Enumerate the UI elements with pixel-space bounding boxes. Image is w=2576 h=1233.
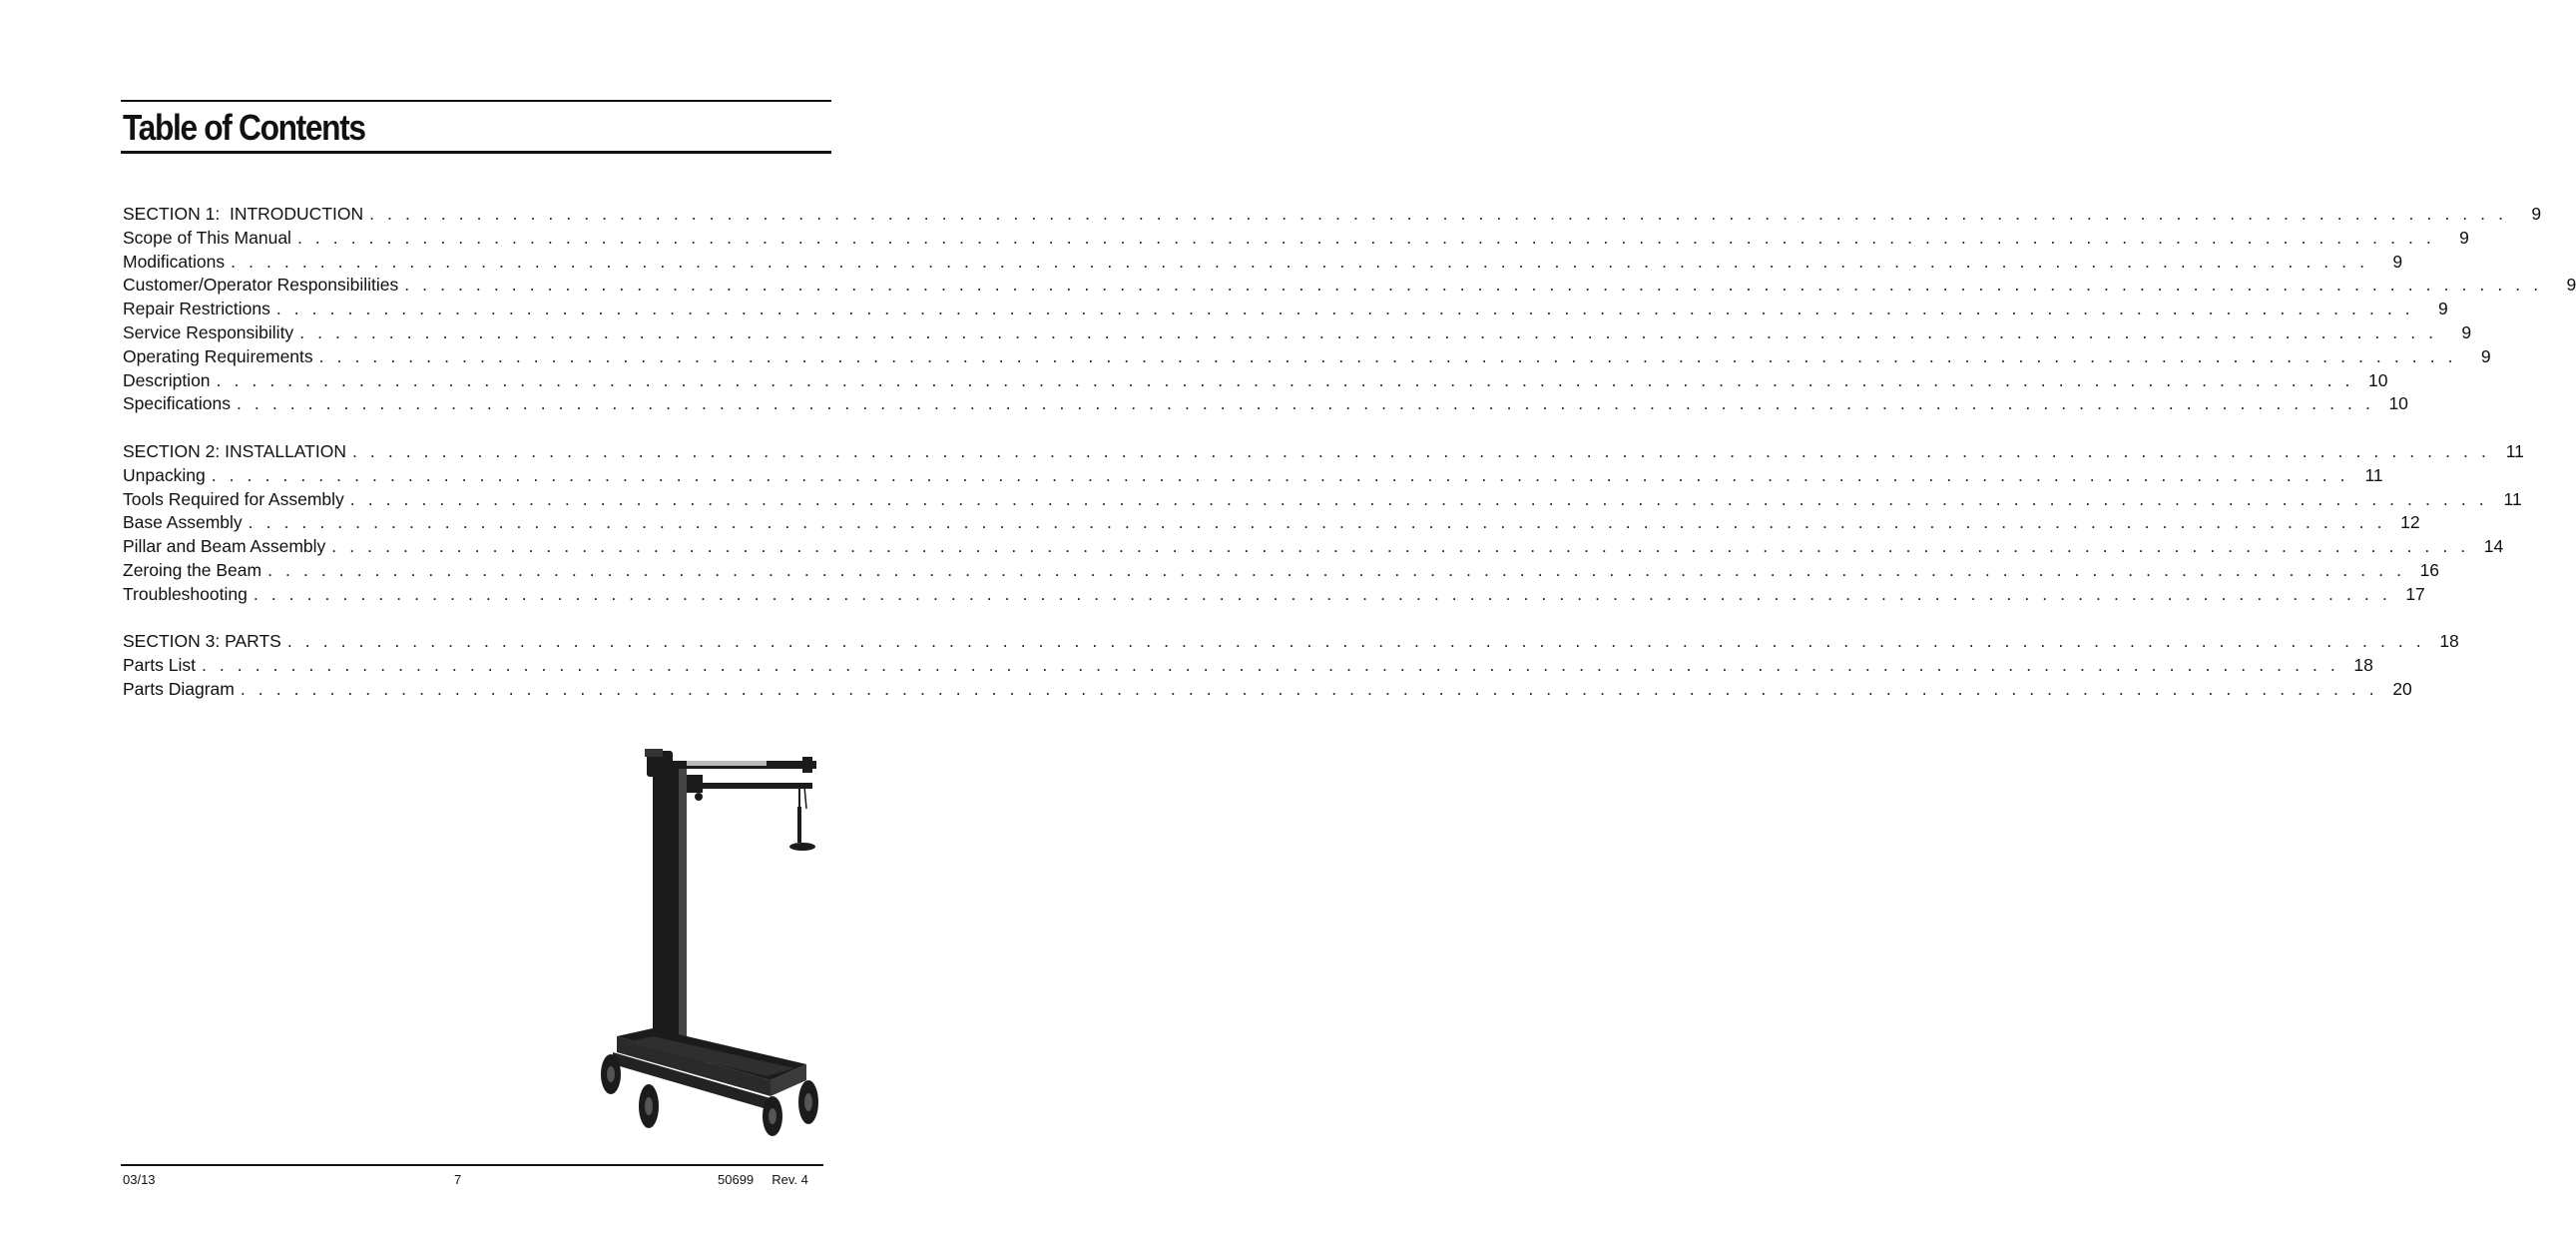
toc-entry-page: 18 (2353, 655, 2373, 676)
toc-entry (123, 511, 2420, 535)
toc-entry-label: Pillar and Beam Assembly (123, 536, 326, 557)
toc-entry-page: 18 (2439, 631, 2459, 652)
toc-entry-label: Parts List (123, 655, 196, 676)
page-title: Table of Contents (123, 107, 365, 148)
toc-entry-page: 9 (2531, 204, 2542, 224)
toc-entry-label: Base Assembly (123, 512, 243, 533)
table-of-contents (123, 203, 2576, 726)
toc-entry (123, 203, 2542, 227)
toc-entry-page: 11 (2503, 488, 2522, 509)
toc-entry-page: 9 (2461, 321, 2472, 342)
toc-dot-leader: . . . . . . . . . . . . . . . . . . . . . . . . . . . . . . . . . . . . . . . . . . . . . . . . . . . . . . . . . . . . . . . . . . . . . . . . . . . . . . . . . . . . . . . . . . . . . . . . . . . . . . . . . . . . . . . . . . . . . . . . (201, 655, 2339, 676)
toc-entry-label: Operating Requirements (123, 345, 313, 366)
toc-entry-label: Customer/Operator Responsibilities (123, 275, 399, 296)
footer-rule (121, 1164, 823, 1166)
toc-entry-page: 17 (2405, 583, 2425, 604)
toc-entry-label: Specifications (123, 393, 231, 414)
toc-entry-page: 9 (2480, 345, 2491, 366)
toc-entry (123, 440, 2524, 464)
footer-document-revision: 50699 Rev. 4 (718, 1172, 808, 1187)
toc-section-group (123, 630, 2459, 701)
toc-entry-label: Service Responsibility (123, 321, 294, 342)
toc-dot-leader: . . . . . . . . . . . . . . . . . . . . . . . . . . . . . . . . . . . . . . . . . . . . . . . . . . . . . . . . . . . . . . . . . . . . . . . . . . . . . . . . . . . . . . . . . . . . . . . . . . . . . . . . . . . . . . . . . . . . . . . . (331, 536, 2470, 557)
toc-dot-leader: . . . . . . . . . . . . . . . . . . . . . . . . . . . . . . . . . . . . . . . . . . . . . . . . . . . . . . . . . . . . . . . . . . . . . . . . . . . . . . . . . . . . . . . . . . . . . . . . . . . . . . . . . . . . . . . . . . . . . . . . (275, 299, 2414, 319)
toc-entry (123, 274, 2576, 298)
footer-date: 03/13 (123, 1172, 156, 1187)
toc-entry-page: 12 (2400, 512, 2420, 533)
toc-entry-label: Unpacking (123, 464, 206, 485)
toc-entry (123, 227, 2469, 251)
toc-entry-label: SECTION 3: PARTS (123, 631, 281, 652)
toc-entry (123, 464, 2383, 488)
toc-entry (123, 251, 2403, 275)
toc-entry-label: Tools Required for Assembly (123, 488, 344, 509)
toc-dot-leader: . . . . . . . . . . . . . . . . . . . . . . . . . . . . . . . . . . . . . . . . . . . . . . . . . . . . . . . . . . . . . . . . . . . . . . . . . . . . . . . . . . . . . . . . . . . . . . . . . . . . . . . . . . . . . . . . . . . . . . . . (404, 275, 2543, 296)
footer-page-number: 7 (454, 1172, 462, 1187)
toc-dot-leader: . . . . . . . . . . . . . . . . . . . . . . . . . . . . . . . . . . . . . . . . . . . . . . . . . . . . . . . . . . . . . . . . . . . . . . . . . . . . . . . . . . . . . . . . . . . . . . . . . . . . . . . . . . . . . . . . . . . . . . . . (211, 464, 2349, 485)
toc-entry (123, 559, 2440, 583)
toc-entry-page: 9 (2566, 275, 2576, 296)
toc-dot-leader: . . . . . . . . . . . . . . . . . . . . . . . . . . . . . . . . . . . . . . . . . . . . . . . . . . . . . . . . . . . . . . . . . . . . . . . . . . . . . . . . . . . . . . . . . . . . . . . . . . . . . . . . . . . . . . . . . . . . . . . . (248, 512, 2386, 533)
mechanical-platform-scale-icon (595, 747, 824, 1138)
toc-entry-page: 10 (2368, 369, 2388, 390)
toc-entry-label: Parts Diagram (123, 678, 235, 699)
toc-entry-page: 16 (2419, 559, 2440, 580)
toc-dot-leader: . . . . . . . . . . . . . . . . . . . . . . . . . . . . . . . . . . . . . . . . . . . . . . . . . . . . . . . . . . . . . . . . . . . . . . . . . . . . . . . . . . . . . . . . . . . . . . . . . . . . . . . . . . . . . . . . . . . . . . . . (236, 393, 2374, 414)
toc-entry-label: Zeroing the Beam (123, 559, 262, 580)
toc-entry-page: 9 (2438, 299, 2448, 319)
toc-entry (123, 488, 2522, 512)
toc-dot-leader: . . . . . . . . . . . . . . . . . . . . . . . . . . . . . . . . . . . . . . . . . . . . . . . . . . . . . . . . . . . . . . . . . . . . . . . . . . . . . . . . . . . . . . . . . . . . . . . . . . . . . . . . . . . . . . . . . . . . . . . . (296, 227, 2435, 248)
toc-entry-label: Description (123, 369, 211, 390)
toc-dot-leader: . . . . . . . . . . . . . . . . . . . . . . . . . . . . . . . . . . . . . . . . . . . . . . . . . . . . . . . . . . . . . . . . . . . . . . . . . . . . . . . . . . . . . . . . . . . . . . . . . . . . . . . . . . . . . . . . . . . . . . . . (351, 440, 2490, 461)
toc-entry (123, 678, 2412, 702)
toc-entry-page: 14 (2483, 536, 2504, 557)
toc-entry-page: 9 (2392, 251, 2403, 272)
toc-dot-leader: . . . . . . . . . . . . . . . . . . . . . . . . . . . . . . . . . . . . . . . . . . . . . . . . . . . . . . . . . . . . . . . . . . . . . . . . . . . . . . . . . . . . . . . . . . . . . . . . . . . . . . . . . . . . . . . . . . . . . . . . (240, 678, 2378, 699)
toc-entry (123, 298, 2448, 321)
toc-dot-leader: . . . . . . . . . . . . . . . . . . . . . . . . . . . . . . . . . . . . . . . . . . . . . . . . . . . . . . . . . . . . . . . . . . . . . . . . . . . . . . . . . . . . . . . . . . . . . . . . . . . . . . . . . . . . . . . . . . . . . . . . (369, 204, 2508, 224)
toc-dot-leader: . . . . . . . . . . . . . . . . . . . . . . . . . . . . . . . . . . . . . . . . . . . . . . . . . . . . . . . . . . . . . . . . . . . . . . . . . . . . . . . . . . . . . . . . . . . . . . . . . . . . . . . . . . . . . . . . . . . . . . . . (318, 345, 2457, 366)
toc-dot-leader: . . . . . . . . . . . . . . . . . . . . . . . . . . . . . . . . . . . . . . . . . . . . . . . . . . . . . . . . . . . . . . . . . . . . . . . . . . . . . . . . . . . . . . . . . . . . . . . . . . . . . . . . . . . . . . . . . . . . . . . . (299, 321, 2438, 342)
toc-section-group (123, 203, 2576, 416)
toc-entry-page: 10 (2388, 393, 2408, 414)
toc-entry (123, 369, 2388, 393)
toc-entry-page: 11 (2364, 464, 2383, 485)
toc-dot-leader: . . . . . . . . . . . . . . . . . . . . . . . . . . . . . . . . . . . . . . . . . . . . . . . . . . . . . . . . . . . . . . . . . . . . . . . . . . . . . . . . . . . . . . . . . . . . . . . . . . . . . . . . . . . . . . . . . . . . . . . . (253, 583, 2391, 604)
toc-entry-label: Scope of This Manual (123, 227, 291, 248)
toc-entry (123, 583, 2425, 607)
toc-entry-label: SECTION 1: INTRODUCTION (123, 204, 364, 224)
toc-dot-leader: . . . . . . . . . . . . . . . . . . . . . . . . . . . . . . . . . . . . . . . . . . . . . . . . . . . . . . . . . . . . . . . . . . . . . . . . . . . . . . . . . . . . . . . . . . . . . . . . . . . . . . . . . . . . . . . . . . . . . . . . (231, 251, 2369, 272)
toc-entry-label: Modifications (123, 251, 226, 272)
toc-dot-leader: . . . . . . . . . . . . . . . . . . . . . . . . . . . . . . . . . . . . . . . . . . . . . . . . . . . . . . . . . . . . . . . . . . . . . . . . . . . . . . . . . . . . . . . . . . . . . . . . . . . . . . . . . . . . . . . . . . . . . . . . (349, 488, 2488, 509)
toc-entry (123, 345, 2491, 369)
toc-entry (123, 654, 2373, 678)
toc-entry (123, 392, 2408, 416)
toc-dot-leader: . . . . . . . . . . . . . . . . . . . . . . . . . . . . . . . . . . . . . . . . . . . . . . . . . . . . . . . . . . . . . . . . . . . . . . . . . . . . . . . . . . . . . . . . . . . . . . . . . . . . . . . . . . . . . . . . . . . . . . . . (267, 559, 2406, 580)
toc-dot-leader: . . . . . . . . . . . . . . . . . . . . . . . . . . . . . . . . . . . . . . . . . . . . . . . . . . . . . . . . . . . . . . . . . . . . . . . . . . . . . . . . . . . . . . . . . . . . . . . . . . . . . . . . . . . . . . . . . . . . . . . . (216, 369, 2354, 390)
toc-entry-label: Repair Restrictions (123, 299, 270, 319)
toc-entry-page: 9 (2459, 227, 2469, 248)
toc-entry-page: 20 (2392, 678, 2412, 699)
toc-section-group (123, 440, 2524, 607)
header-top-rule (121, 100, 831, 102)
toc-entry-label: Troubleshooting (123, 583, 248, 604)
header-bottom-rule (121, 151, 831, 154)
toc-entry-page: 11 (2505, 440, 2524, 461)
toc-entry-label: SECTION 2: INSTALLATION (123, 440, 346, 461)
toc-dot-leader: . . . . . . . . . . . . . . . . . . . . . . . . . . . . . . . . . . . . . . . . . . . . . . . . . . . . . . . . . . . . . . . . . . . . . . . . . . . . . . . . . . . . . . . . . . . . . . . . . . . . . . . . . . . . . . . . . . . . . . . . (286, 631, 2425, 652)
toc-entry (123, 630, 2459, 654)
toc-entry (123, 535, 2504, 559)
toc-entry (123, 321, 2472, 345)
